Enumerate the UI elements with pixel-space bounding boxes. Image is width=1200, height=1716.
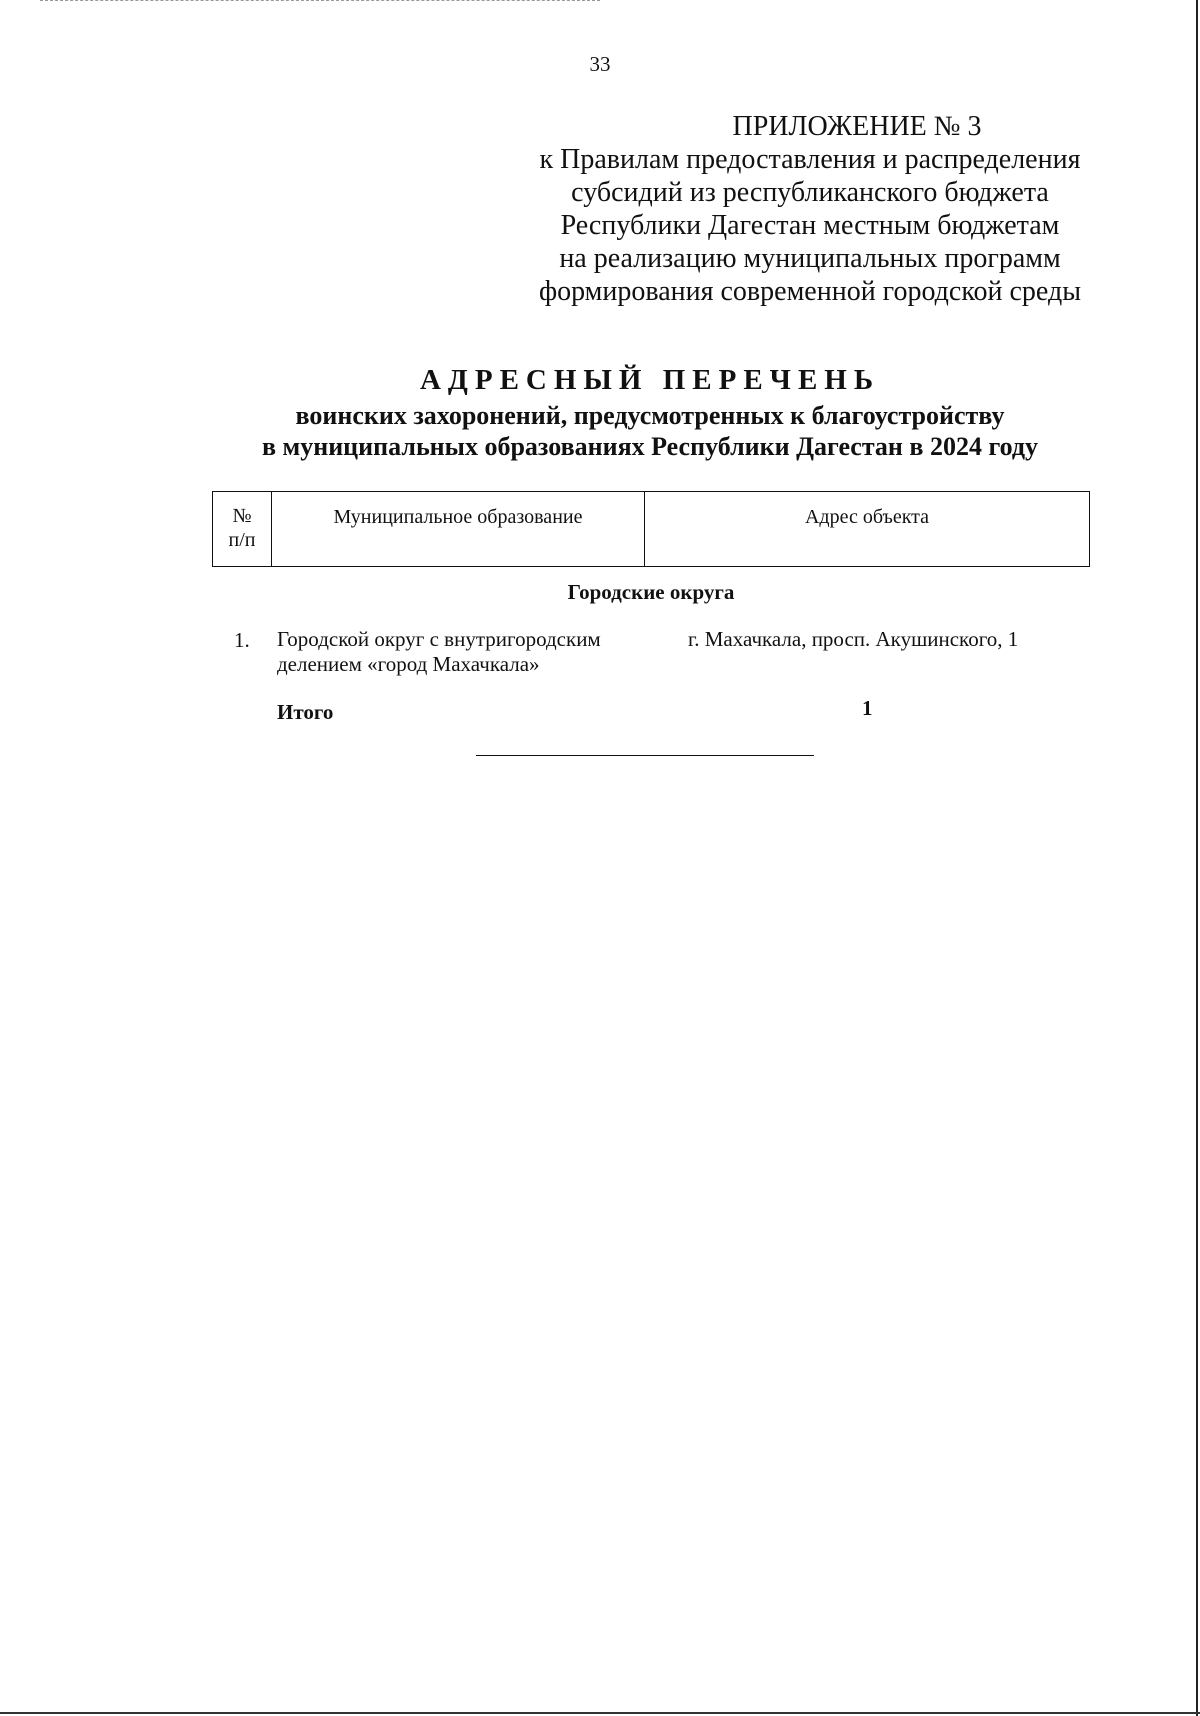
header-number-symbol: №: [232, 505, 252, 527]
total-label: Итого: [277, 700, 334, 724]
page-number: 33: [589, 52, 611, 76]
row-number: 1.: [234, 628, 250, 652]
scan-edge-right: [1196, 0, 1198, 1716]
title-main: АДРЕСНЫЙ ПЕРЕЧЕНЬ: [419, 364, 881, 396]
appendix-line: субсидий из республиканского бюджета: [571, 177, 1049, 208]
table-header-row: [213, 492, 1090, 567]
total-value: 1: [862, 696, 873, 720]
end-divider: [476, 755, 814, 756]
table-header: [212, 491, 1090, 567]
appendix-line: формирования современной городской среды: [538, 276, 1082, 307]
header-number-abbrev: п/п: [228, 529, 256, 551]
scan-artifact-top: [40, 0, 600, 1]
appendix-block: [470, 110, 1150, 308]
appendix-line: к Правилам предоставления и распределения: [539, 144, 1081, 175]
row-municipality: [277, 627, 657, 677]
row-address: г. Махачкала, просп. Акушинского, 1: [688, 627, 1019, 651]
section-title: Городские округа: [567, 580, 735, 604]
appendix-heading: ПРИЛОЖЕНИЕ № 3: [732, 111, 982, 142]
appendix-line: на реализацию муниципальных программ: [559, 243, 1061, 274]
title-subtitle-line: в муниципальных образованиях Республики Дагестан в 2024 году: [261, 432, 1039, 461]
header-number-cell: [213, 492, 272, 567]
row-municipality-line: делением «город Махачкала»: [277, 652, 540, 676]
document-title: [120, 360, 1180, 462]
title-subtitle-line: воинских захоронений, предусмотренных к благоустройству: [295, 401, 1005, 430]
appendix-line: Республики Дагестан местным бюджетам: [560, 210, 1060, 241]
header-municipality-cell: Муниципальное образование: [272, 492, 645, 567]
row-municipality-line: Городской округ с внутригородским: [277, 627, 601, 651]
header-address-cell: Адрес объекта: [645, 492, 1090, 567]
scan-edge-bottom: [0, 1712, 1200, 1714]
